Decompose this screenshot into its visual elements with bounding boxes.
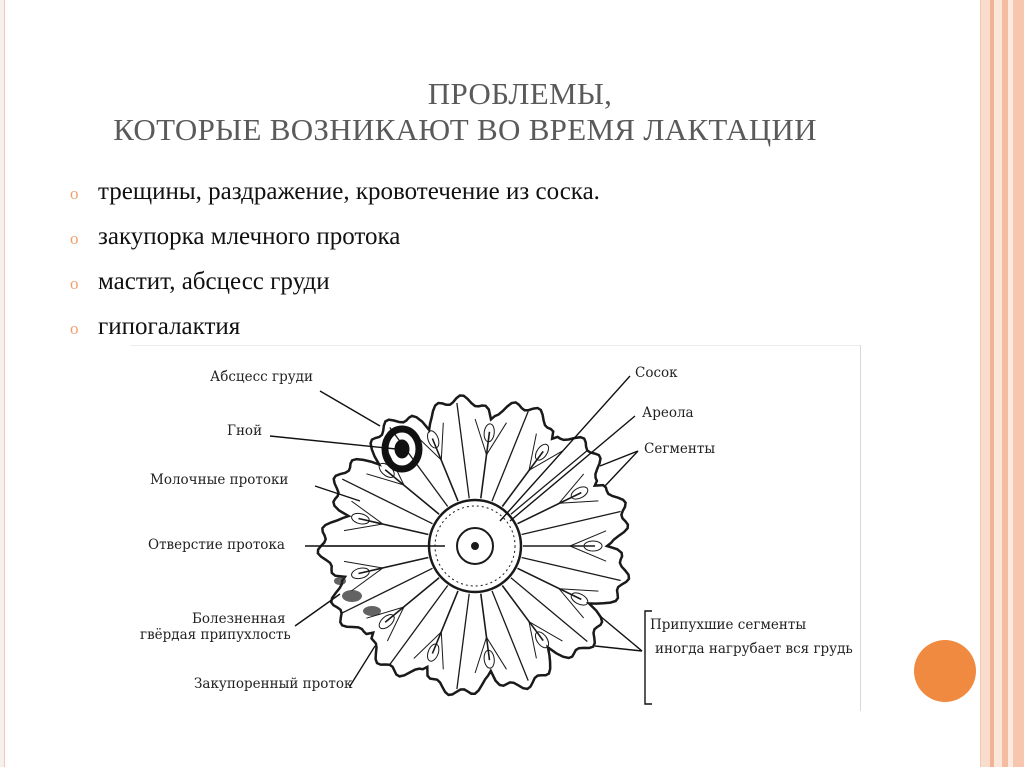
breast-cross-section xyxy=(318,396,629,695)
bullet-icon: o xyxy=(70,229,79,248)
label-nipple: Сосок xyxy=(635,365,678,381)
duct-branch xyxy=(529,622,563,641)
list-item xyxy=(68,217,600,262)
label-segments: Сегменты xyxy=(644,441,716,457)
segment-divider xyxy=(511,451,587,515)
label-duct-opening: Отверстие протока xyxy=(148,537,285,553)
segment-divider xyxy=(492,411,528,501)
segment-divider xyxy=(342,479,432,524)
bullet-icon: o xyxy=(70,184,79,203)
label-swollen-1: Припухшие сегменты xyxy=(650,617,807,633)
bullet-icon: o xyxy=(70,274,79,293)
right-stripe-5 xyxy=(1013,0,1024,767)
label-swollen-2: иногда нагрубает вся грудь xyxy=(655,641,853,657)
slide-title xyxy=(70,76,930,148)
segment-divider xyxy=(457,594,469,689)
list-item xyxy=(68,262,600,307)
duct-branch xyxy=(559,474,584,503)
right-stripe-outer xyxy=(980,0,990,767)
duct-branch xyxy=(529,451,563,470)
duct-branch xyxy=(487,423,507,455)
problems-list xyxy=(68,172,600,352)
duct-branch xyxy=(441,423,443,460)
list-item xyxy=(68,172,600,217)
label-pus: Гной xyxy=(227,423,263,439)
label-painful-1: Болезненная xyxy=(192,611,286,627)
duct-branch xyxy=(344,561,383,568)
duct-branch xyxy=(559,589,584,618)
right-stripe-2 xyxy=(994,0,1002,767)
label-abscess: Абсцесс груди xyxy=(210,369,313,385)
list-item-text: мастит, абсцесс груди xyxy=(98,268,330,295)
segment-divider xyxy=(390,586,448,665)
duct-opening xyxy=(472,543,478,549)
list-item-text: трещины, раздражение, кровотечение из соска. xyxy=(98,178,600,205)
list-item-text: гипогалактия xyxy=(98,313,241,340)
segment-divider xyxy=(457,403,469,498)
duct-branch xyxy=(487,637,507,669)
decorative-orange-circle xyxy=(914,640,976,702)
bullet-icon: o xyxy=(70,319,79,338)
label-milk-ducts: Молочные протоки xyxy=(150,472,289,488)
duct-branch xyxy=(441,632,443,669)
breast-diagram xyxy=(130,345,861,711)
list-item-text: закупорка млечного протока xyxy=(98,223,401,250)
title-line-1: ПРОБЛЕМЫ, xyxy=(427,76,613,111)
label-painful-2: гвёрдая припухлость xyxy=(140,627,291,643)
segment-divider xyxy=(492,591,528,681)
title-line-2: КОТОРЫЕ ВОЗНИКАЮТ ВО ВРЕМЯ ЛАКТАЦИИ xyxy=(113,112,817,147)
segment-divider xyxy=(511,578,587,642)
label-blocked-duct: Закупоренный проток xyxy=(194,676,353,692)
duct-branch xyxy=(387,607,404,641)
label-areola: Ареола xyxy=(642,405,694,421)
duct-branch xyxy=(344,524,383,531)
